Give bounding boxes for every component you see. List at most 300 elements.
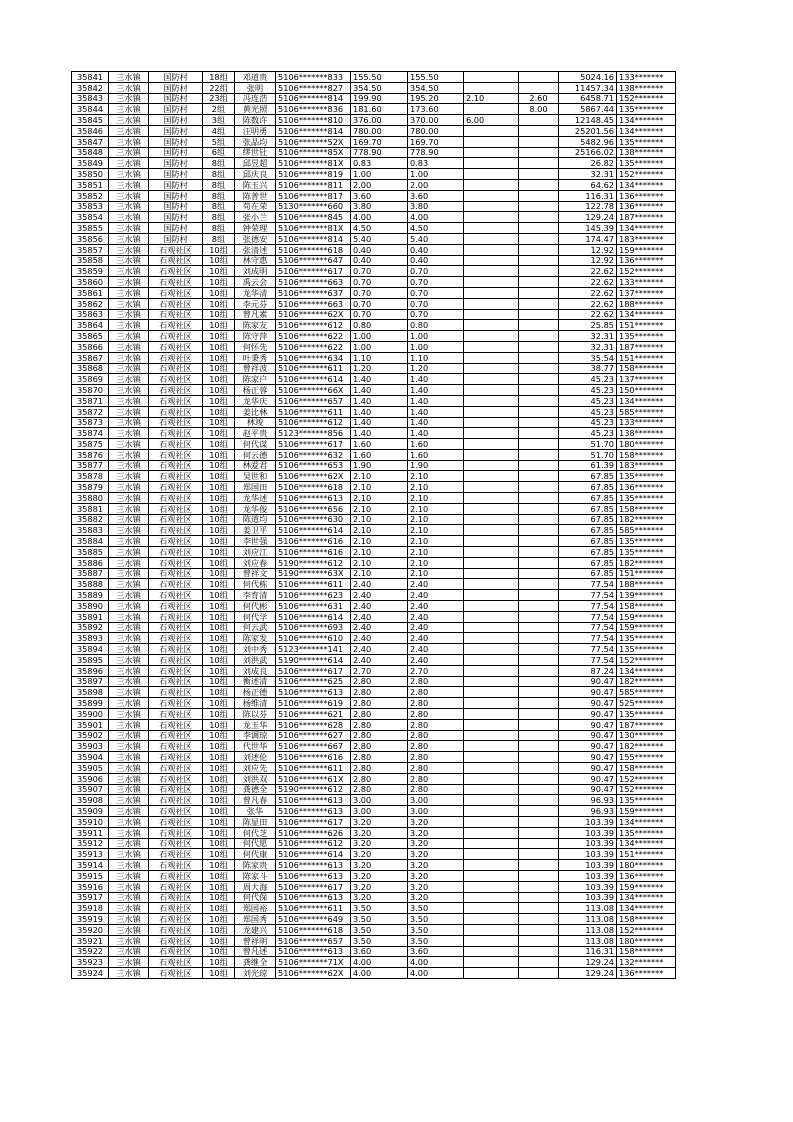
- group-cell: 10组: [203, 795, 235, 806]
- phone-cell: 180*******: [617, 860, 676, 871]
- contract-area-cell: 5.40: [351, 233, 408, 244]
- id-number-cell: 5106*******647: [276, 255, 351, 266]
- planted-area-cell: 1.40: [408, 406, 464, 417]
- extra-area-cell: [464, 698, 519, 709]
- id-number-cell: 5106*******663: [276, 277, 351, 288]
- table-row: [72, 233, 676, 244]
- subsidy-amount-cell: 51.70: [559, 449, 617, 460]
- record-id-cell: 35867: [72, 352, 109, 363]
- contract-area-cell: 0.70: [351, 298, 408, 309]
- town-cell: 三水镇: [109, 244, 149, 255]
- table-row: [72, 331, 676, 342]
- id-number-cell: 5106*******62X: [276, 968, 351, 979]
- name-cell: 龚继全: [235, 957, 276, 968]
- extra-area-cell: [464, 439, 519, 450]
- phone-cell: 159*******: [617, 806, 676, 817]
- town-cell: 三水镇: [109, 374, 149, 385]
- other-area-cell: [519, 968, 559, 979]
- record-id-cell: 35897: [72, 676, 109, 687]
- town-cell: 三水镇: [109, 287, 149, 298]
- extra-area-cell: [464, 752, 519, 763]
- phone-cell: 152*******: [617, 773, 676, 784]
- group-cell: 22组: [203, 82, 235, 93]
- other-area-cell: [519, 838, 559, 849]
- phone-cell: 158*******: [617, 946, 676, 957]
- town-cell: 三水镇: [109, 471, 149, 482]
- name-cell: 郑国秀: [235, 914, 276, 925]
- table-row: [72, 406, 676, 417]
- name-cell: 龚德全: [235, 784, 276, 795]
- extra-area-cell: [464, 406, 519, 417]
- record-id-cell: 35844: [72, 104, 109, 115]
- village-cell: 石观社区: [149, 525, 203, 536]
- town-cell: 三水镇: [109, 352, 149, 363]
- subsidy-amount-cell: 67.85: [559, 482, 617, 493]
- town-cell: 三水镇: [109, 590, 149, 601]
- other-area-cell: [519, 190, 559, 201]
- phone-cell: 159*******: [617, 622, 676, 633]
- table-row: [72, 611, 676, 622]
- town-cell: 三水镇: [109, 449, 149, 460]
- phone-cell: 137*******: [617, 374, 676, 385]
- subsidy-amount-cell: 96.93: [559, 806, 617, 817]
- contract-area-cell: 780.00: [351, 125, 408, 136]
- id-number-cell: 5106*******693: [276, 622, 351, 633]
- id-number-cell: 5106*******614: [276, 525, 351, 536]
- contract-area-cell: 2.10: [351, 557, 408, 568]
- phone-cell: 188*******: [617, 298, 676, 309]
- contract-area-cell: 3.80: [351, 201, 408, 212]
- name-cell: 刘成良: [235, 665, 276, 676]
- contract-area-cell: 1.40: [351, 406, 408, 417]
- id-number-cell: 5106*******627: [276, 730, 351, 741]
- phone-cell: 187*******: [617, 212, 676, 223]
- phone-cell: 150*******: [617, 385, 676, 396]
- village-cell: 石观社区: [149, 687, 203, 698]
- name-cell: 曾祥明: [235, 935, 276, 946]
- name-cell: 李世强: [235, 536, 276, 547]
- town-cell: 三水镇: [109, 309, 149, 320]
- contract-area-cell: 2.80: [351, 741, 408, 752]
- town-cell: 三水镇: [109, 341, 149, 352]
- planted-area-cell: 0.70: [408, 266, 464, 277]
- name-cell: 赵平贵: [235, 428, 276, 439]
- contract-area-cell: 4.00: [351, 968, 408, 979]
- id-number-cell: 5106*******612: [276, 838, 351, 849]
- planted-area-cell: 2.10: [408, 557, 464, 568]
- table-row: [72, 255, 676, 266]
- phone-cell: 135*******: [617, 547, 676, 558]
- subsidy-amount-cell: 45.23: [559, 417, 617, 428]
- table-row: [72, 763, 676, 774]
- extra-area-cell: [464, 125, 519, 136]
- village-cell: 石观社区: [149, 892, 203, 903]
- record-id-cell: 35847: [72, 136, 109, 147]
- subsidy-amount-cell: 5024.16: [559, 72, 617, 83]
- planted-area-cell: 1.40: [408, 385, 464, 396]
- table-row: [72, 309, 676, 320]
- town-cell: 三水镇: [109, 644, 149, 655]
- town-cell: 三水镇: [109, 277, 149, 288]
- planted-area-cell: 3.20: [408, 870, 464, 881]
- group-cell: 10组: [203, 579, 235, 590]
- table-row: [72, 838, 676, 849]
- extra-area-cell: [464, 536, 519, 547]
- village-cell: 国防村: [149, 82, 203, 93]
- record-id-cell: 35915: [72, 870, 109, 881]
- contract-area-cell: 181.60: [351, 104, 408, 115]
- town-cell: 三水镇: [109, 179, 149, 190]
- phone-cell: 135*******: [617, 136, 676, 147]
- extra-area-cell: [464, 849, 519, 860]
- extra-area-cell: [464, 860, 519, 871]
- group-cell: 6组: [203, 147, 235, 158]
- town-cell: 三水镇: [109, 320, 149, 331]
- extra-area-cell: [464, 741, 519, 752]
- town-cell: 三水镇: [109, 482, 149, 493]
- phone-cell: 133*******: [617, 72, 676, 83]
- table-row: [72, 536, 676, 547]
- phone-cell: 188*******: [617, 579, 676, 590]
- other-area-cell: [519, 136, 559, 147]
- id-number-cell: 5106*******613: [276, 946, 351, 957]
- id-number-cell: 5106*******611: [276, 363, 351, 374]
- extra-area-cell: [464, 385, 519, 396]
- town-cell: 三水镇: [109, 104, 149, 115]
- record-id-cell: 35899: [72, 698, 109, 709]
- phone-cell: 585*******: [617, 687, 676, 698]
- id-number-cell: 5106*******616: [276, 536, 351, 547]
- table-row: [72, 449, 676, 460]
- record-id-cell: 35854: [72, 212, 109, 223]
- id-number-cell: 5106*******617: [276, 266, 351, 277]
- village-cell: 国防村: [149, 212, 203, 223]
- group-cell: 10组: [203, 309, 235, 320]
- extra-area-cell: [464, 363, 519, 374]
- other-area-cell: [519, 784, 559, 795]
- subsidy-amount-cell: 113.08: [559, 935, 617, 946]
- contract-area-cell: 354.50: [351, 82, 408, 93]
- other-area-cell: [519, 633, 559, 644]
- name-cell: 李育清: [235, 590, 276, 601]
- contract-area-cell: 0.40: [351, 244, 408, 255]
- planted-area-cell: 4.00: [408, 212, 464, 223]
- village-cell: 石观社区: [149, 514, 203, 525]
- extra-area-cell: [464, 449, 519, 460]
- subsidy-amount-cell: 12.92: [559, 244, 617, 255]
- phone-cell: 135*******: [617, 104, 676, 115]
- contract-area-cell: 3.20: [351, 870, 408, 881]
- village-cell: 石观社区: [149, 320, 203, 331]
- planted-area-cell: 169.70: [408, 136, 464, 147]
- record-id-cell: 35858: [72, 255, 109, 266]
- id-number-cell: 5106*******610: [276, 633, 351, 644]
- town-cell: 三水镇: [109, 709, 149, 720]
- town-cell: 三水镇: [109, 719, 149, 730]
- contract-area-cell: 2.80: [351, 763, 408, 774]
- contract-area-cell: 1.00: [351, 331, 408, 342]
- id-number-cell: 5106*******611: [276, 406, 351, 417]
- name-cell: 何怀先: [235, 341, 276, 352]
- contract-area-cell: 2.40: [351, 611, 408, 622]
- village-cell: 石观社区: [149, 935, 203, 946]
- group-cell: 8组: [203, 201, 235, 212]
- table-row: [72, 287, 676, 298]
- group-cell: 10组: [203, 514, 235, 525]
- contract-area-cell: 2.10: [351, 536, 408, 547]
- record-id-cell: 35903: [72, 741, 109, 752]
- village-cell: 石观社区: [149, 298, 203, 309]
- id-number-cell: 5106*******85X: [276, 147, 351, 158]
- village-cell: 石观社区: [149, 352, 203, 363]
- phone-cell: 136*******: [617, 870, 676, 881]
- id-number-cell: 5106*******611: [276, 763, 351, 774]
- extra-area-cell: [464, 514, 519, 525]
- table-row: [72, 115, 676, 126]
- contract-area-cell: 3.20: [351, 892, 408, 903]
- id-number-cell: 5106*******71X: [276, 957, 351, 968]
- name-cell: 苟在荣: [235, 201, 276, 212]
- record-id-cell: 35895: [72, 655, 109, 666]
- other-area-cell: [519, 741, 559, 752]
- village-cell: 国防村: [149, 233, 203, 244]
- planted-area-cell: 1.10: [408, 352, 464, 363]
- extra-area-cell: [464, 676, 519, 687]
- phone-cell: 139*******: [617, 590, 676, 601]
- planted-area-cell: 2.40: [408, 579, 464, 590]
- planted-area-cell: 1.60: [408, 439, 464, 450]
- phone-cell: 152*******: [617, 93, 676, 104]
- subsidy-amount-cell: 51.70: [559, 439, 617, 450]
- town-cell: 三水镇: [109, 547, 149, 558]
- planted-area-cell: 1.40: [408, 395, 464, 406]
- id-number-cell: 5106*******621: [276, 709, 351, 720]
- record-id-cell: 35888: [72, 579, 109, 590]
- name-cell: 陈家发: [235, 633, 276, 644]
- record-id-cell: 35889: [72, 590, 109, 601]
- other-area-cell: [519, 514, 559, 525]
- group-cell: 8组: [203, 233, 235, 244]
- town-cell: 三水镇: [109, 827, 149, 838]
- other-area-cell: [519, 752, 559, 763]
- contract-area-cell: 3.20: [351, 827, 408, 838]
- contract-area-cell: 2.10: [351, 514, 408, 525]
- town-cell: 三水镇: [109, 363, 149, 374]
- contract-area-cell: 4.00: [351, 957, 408, 968]
- other-area-cell: [519, 557, 559, 568]
- planted-area-cell: 0.70: [408, 298, 464, 309]
- extra-area-cell: [464, 935, 519, 946]
- table-row: [72, 363, 676, 374]
- table-row: [72, 655, 676, 666]
- id-number-cell: 5106*******613: [276, 870, 351, 881]
- table-row: [72, 212, 676, 223]
- planted-area-cell: 2.10: [408, 493, 464, 504]
- subsidy-amount-cell: 77.54: [559, 622, 617, 633]
- id-number-cell: 5106*******619: [276, 698, 351, 709]
- name-cell: 邓道贵: [235, 72, 276, 83]
- village-cell: 石观社区: [149, 439, 203, 450]
- record-id-cell: 35912: [72, 838, 109, 849]
- group-cell: 10组: [203, 547, 235, 558]
- name-cell: 刘成明: [235, 266, 276, 277]
- phone-cell: 158*******: [617, 914, 676, 925]
- table-row: [72, 201, 676, 212]
- extra-area-cell: [464, 601, 519, 612]
- record-id-cell: 35905: [72, 763, 109, 774]
- phone-cell: 136*******: [617, 201, 676, 212]
- subsidy-amount-cell: 35.54: [559, 352, 617, 363]
- name-cell: 刘应先: [235, 763, 276, 774]
- other-area-cell: [519, 169, 559, 180]
- table-row: [72, 924, 676, 935]
- group-cell: 10组: [203, 892, 235, 903]
- name-cell: 何代栋: [235, 579, 276, 590]
- other-area-cell: [519, 223, 559, 234]
- extra-area-cell: [464, 773, 519, 784]
- extra-area-cell: [464, 946, 519, 957]
- id-number-cell: 5106*******614: [276, 611, 351, 622]
- id-number-cell: 5106*******657: [276, 935, 351, 946]
- record-id-cell: 35850: [72, 169, 109, 180]
- record-id-cell: 35862: [72, 298, 109, 309]
- other-area-cell: [519, 547, 559, 558]
- village-cell: 石观社区: [149, 579, 203, 590]
- planted-area-cell: 1.60: [408, 449, 464, 460]
- record-id-cell: 35841: [72, 72, 109, 83]
- other-area-cell: [519, 125, 559, 136]
- planted-area-cell: 1.20: [408, 363, 464, 374]
- phone-cell: 152*******: [617, 169, 676, 180]
- planted-area-cell: 3.80: [408, 201, 464, 212]
- phone-cell: 152*******: [617, 266, 676, 277]
- id-number-cell: 5106*******653: [276, 460, 351, 471]
- village-cell: 国防村: [149, 190, 203, 201]
- table-row: [72, 946, 676, 957]
- name-cell: 曾凡素: [235, 309, 276, 320]
- planted-area-cell: 3.60: [408, 946, 464, 957]
- table-row: [72, 752, 676, 763]
- record-id-cell: 35843: [72, 93, 109, 104]
- group-cell: 3组: [203, 115, 235, 126]
- contract-area-cell: 1.60: [351, 439, 408, 450]
- town-cell: 三水镇: [109, 773, 149, 784]
- contract-area-cell: 2.80: [351, 784, 408, 795]
- contract-area-cell: 169.70: [351, 136, 408, 147]
- subsidy-amount-cell: 26.82: [559, 158, 617, 169]
- contract-area-cell: 1.40: [351, 428, 408, 439]
- phone-cell: 180*******: [617, 439, 676, 450]
- group-cell: 10组: [203, 849, 235, 860]
- town-cell: 三水镇: [109, 622, 149, 633]
- group-cell: 10组: [203, 816, 235, 827]
- phone-cell: 158*******: [617, 763, 676, 774]
- other-area-cell: [519, 309, 559, 320]
- other-area-cell: [519, 525, 559, 536]
- phone-cell: 135*******: [617, 158, 676, 169]
- contract-area-cell: 2.40: [351, 644, 408, 655]
- name-cell: 杨维清: [235, 698, 276, 709]
- other-area-cell: [519, 849, 559, 860]
- contract-area-cell: 0.80: [351, 320, 408, 331]
- record-id-cell: 35851: [72, 179, 109, 190]
- village-cell: 石观社区: [149, 277, 203, 288]
- extra-area-cell: [464, 341, 519, 352]
- village-cell: 石观社区: [149, 417, 203, 428]
- table-row: [72, 482, 676, 493]
- table-row: [72, 698, 676, 709]
- name-cell: 郑国田: [235, 482, 276, 493]
- extra-area-cell: [464, 72, 519, 83]
- planted-area-cell: 2.80: [408, 741, 464, 752]
- group-cell: 10组: [203, 633, 235, 644]
- group-cell: 10组: [203, 374, 235, 385]
- town-cell: 三水镇: [109, 514, 149, 525]
- id-number-cell: 5190*******612: [276, 557, 351, 568]
- planted-area-cell: 4.00: [408, 968, 464, 979]
- table-row: [72, 503, 676, 514]
- village-cell: 石观社区: [149, 503, 203, 514]
- table-row: [72, 298, 676, 309]
- group-cell: 10组: [203, 935, 235, 946]
- planted-area-cell: 0.70: [408, 277, 464, 288]
- id-number-cell: 5106*******634: [276, 352, 351, 363]
- group-cell: 10组: [203, 352, 235, 363]
- town-cell: 三水镇: [109, 741, 149, 752]
- subsidy-amount-cell: 77.54: [559, 579, 617, 590]
- other-area-cell: [519, 698, 559, 709]
- record-id-cell: 35873: [72, 417, 109, 428]
- record-id-cell: 35870: [72, 385, 109, 396]
- village-cell: 国防村: [149, 158, 203, 169]
- planted-area-cell: 0.70: [408, 309, 464, 320]
- record-id-cell: 35887: [72, 568, 109, 579]
- table-row: [72, 460, 676, 471]
- id-number-cell: 5106*******62X: [276, 309, 351, 320]
- extra-area-cell: [464, 493, 519, 504]
- subsidy-amount-cell: 90.47: [559, 773, 617, 784]
- name-cell: 陈守萍: [235, 331, 276, 342]
- planted-area-cell: 1.00: [408, 341, 464, 352]
- group-cell: 4组: [203, 125, 235, 136]
- phone-cell: 152*******: [617, 924, 676, 935]
- planted-area-cell: 1.40: [408, 374, 464, 385]
- phone-cell: 158*******: [617, 363, 676, 374]
- extra-area-cell: [464, 838, 519, 849]
- id-number-cell: 5106*******663: [276, 298, 351, 309]
- town-cell: 三水镇: [109, 676, 149, 687]
- contract-area-cell: 2.10: [351, 493, 408, 504]
- phone-cell: 136*******: [617, 482, 676, 493]
- subsidy-amount-cell: 103.39: [559, 838, 617, 849]
- record-id-cell: 35891: [72, 611, 109, 622]
- phone-cell: 134*******: [617, 838, 676, 849]
- planted-area-cell: 780.00: [408, 125, 464, 136]
- other-area-cell: [519, 773, 559, 784]
- record-id-cell: 35842: [72, 82, 109, 93]
- town-cell: 三水镇: [109, 201, 149, 212]
- contract-area-cell: 2.10: [351, 503, 408, 514]
- group-cell: 10组: [203, 644, 235, 655]
- table-row: [72, 385, 676, 396]
- table-row: [72, 806, 676, 817]
- id-number-cell: 5106*******814: [276, 233, 351, 244]
- town-cell: 三水镇: [109, 914, 149, 925]
- record-id-cell: 35913: [72, 849, 109, 860]
- table-row: [72, 136, 676, 147]
- group-cell: 10组: [203, 460, 235, 471]
- contract-area-cell: 1.40: [351, 374, 408, 385]
